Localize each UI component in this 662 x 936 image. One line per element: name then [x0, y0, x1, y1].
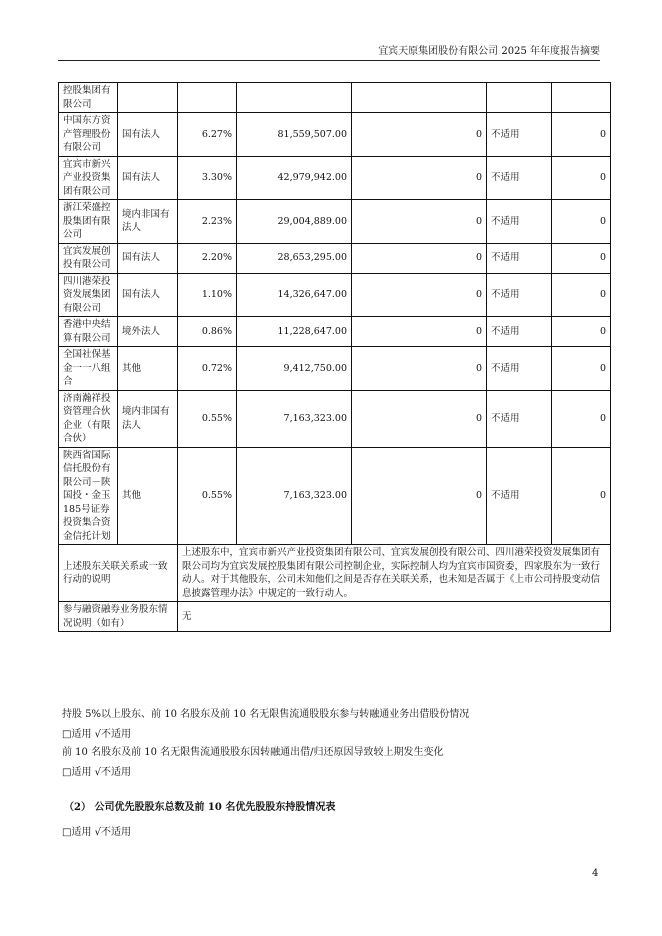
pledge-count: 0 — [552, 317, 611, 347]
pledge-status: 不适用 — [487, 200, 552, 244]
share-count — [237, 83, 352, 113]
pledge-count — [552, 83, 611, 113]
share-count: 9,412,750.00 — [237, 347, 352, 391]
change-choice: □适用 √不适用 — [62, 767, 131, 778]
pledge-count: 0 — [552, 156, 611, 200]
page-number: 4 — [592, 868, 599, 879]
lending-paragraph: 持股 5%以上股东、前 10 名股东及前 10 名无限售流通股股东参与转融通业务出借股份情况 — [62, 709, 470, 720]
holding-percent: 6.27% — [178, 113, 237, 157]
page-header — [58, 44, 600, 61]
section-2-choice: □适用 √不适用 — [62, 827, 131, 838]
share-count: 29,004,889.00 — [237, 200, 352, 244]
relation-text: 上述股东中，宜宾市新兴产业投资集团有限公司、宜宾发展创投有限公司、四川港荣投资发展集团有限公司均为宜宾发展控股集团有限公司控制企业，实际控制人均为宜宾市国资委，四家股东为一致行动人。对于其他股东，公司未知他们之间是否存在关联关系，也未知是否属于《上市公司持股变动信息披露管理办法》中规定的一致行动人。 — [178, 545, 611, 602]
holding-percent: 3.30% — [178, 156, 237, 200]
restricted-shares: 0 — [352, 447, 487, 545]
shareholder-name: 陕西省国际信托股份有限公司－陕国投・金玉185号证券投资集合资金信托计划 — [59, 447, 118, 545]
pledge-status: 不适用 — [487, 156, 552, 200]
table-row — [59, 273, 611, 317]
holding-percent: 2.23% — [178, 200, 237, 244]
share-count: 28,653,295.00 — [237, 243, 352, 273]
pledge-status — [487, 83, 552, 113]
shareholder-name: 控股集团有限公司 — [59, 83, 118, 113]
pledge-status: 不适用 — [487, 113, 552, 157]
table-row — [59, 243, 611, 273]
share-count: 81,559,507.00 — [237, 113, 352, 157]
holding-percent: 2.20% — [178, 243, 237, 273]
pledge-count: 0 — [552, 273, 611, 317]
share-count: 14,326,647.00 — [237, 273, 352, 317]
restricted-shares: 0 — [352, 156, 487, 200]
shareholder-type: 国有法人 — [118, 273, 178, 317]
shareholder-name: 全国社保基金一一八组合 — [59, 347, 118, 391]
holding-percent — [178, 83, 237, 113]
shareholder-type: 国有法人 — [118, 113, 178, 157]
margin-text: 无 — [178, 602, 611, 632]
restricted-shares: 0 — [352, 390, 487, 447]
pledge-status: 不适用 — [487, 347, 552, 391]
shareholder-type: 国有法人 — [118, 156, 178, 200]
section-2-title: （2） 公司优先股股东总数及前 10 名优先股股东持股情况表 — [64, 802, 336, 813]
relation-row — [59, 545, 611, 602]
shareholder-type: 境内非国有法人 — [118, 390, 178, 447]
restricted-shares — [352, 83, 487, 113]
restricted-shares: 0 — [352, 243, 487, 273]
pledge-status: 不适用 — [487, 317, 552, 347]
share-count: 7,163,323.00 — [237, 447, 352, 545]
restricted-shares: 0 — [352, 200, 487, 244]
shareholder-name: 济南瀚祥投资管理合伙企业（有限合伙） — [59, 390, 118, 447]
relation-label: 上述股东关联关系或一致行动的说明 — [59, 545, 178, 602]
pledge-status: 不适用 — [487, 390, 552, 447]
table-row — [59, 447, 611, 545]
shareholder-name: 四川港荣投资发展集团有限公司 — [59, 273, 118, 317]
pledge-status: 不适用 — [487, 447, 552, 545]
pledge-count: 0 — [552, 390, 611, 447]
shareholder-type: 其他 — [118, 447, 178, 545]
pledge-count: 0 — [552, 113, 611, 157]
table-row — [59, 317, 611, 347]
holding-percent: 0.55% — [178, 447, 237, 545]
table-row — [59, 347, 611, 391]
pledge-count: 0 — [552, 200, 611, 244]
holding-percent: 0.55% — [178, 390, 237, 447]
pledge-count: 0 — [552, 243, 611, 273]
margin-row — [59, 602, 611, 632]
table-row — [59, 83, 611, 113]
share-count: 11,228,647.00 — [237, 317, 352, 347]
shareholder-name: 宜宾市新兴产业投资集团有限公司 — [59, 156, 118, 200]
shareholder-type: 境外法人 — [118, 317, 178, 347]
restricted-shares: 0 — [352, 273, 487, 317]
shareholder-name: 宜宾发展创投有限公司 — [59, 243, 118, 273]
pledge-status: 不适用 — [487, 273, 552, 317]
change-paragraph: 前 10 名股东及前 10 名无限售流通股股东因转融通出借/归还原因导致较上期发生变化 — [62, 747, 444, 758]
table-row — [59, 156, 611, 200]
holding-percent: 0.72% — [178, 347, 237, 391]
report-title: 宜宾天原集团股份有限公司 2025 年年度报告摘要 — [378, 46, 600, 57]
shareholder-name: 浙江荣盛控股集团有限公司 — [59, 200, 118, 244]
restricted-shares: 0 — [352, 317, 487, 347]
lending-choice: □适用 √不适用 — [62, 729, 131, 740]
shareholders-table — [58, 82, 611, 632]
shareholder-name: 香港中央结算有限公司 — [59, 317, 118, 347]
shareholder-type: 境内非国有法人 — [118, 200, 178, 244]
pledge-count: 0 — [552, 347, 611, 391]
table-row — [59, 113, 611, 157]
shareholder-type — [118, 83, 178, 113]
restricted-shares: 0 — [352, 347, 487, 391]
table-row — [59, 390, 611, 447]
margin-label: 参与融资融券业务股东情况说明（如有） — [59, 602, 178, 632]
pledge-status: 不适用 — [487, 243, 552, 273]
shareholder-name: 中国东方资产管理股份有限公司 — [59, 113, 118, 157]
share-count: 7,163,323.00 — [237, 390, 352, 447]
holding-percent: 1.10% — [178, 273, 237, 317]
table-row — [59, 200, 611, 244]
holding-percent: 0.86% — [178, 317, 237, 347]
share-count: 42,979,942.00 — [237, 156, 352, 200]
pledge-count: 0 — [552, 447, 611, 545]
shareholder-type: 其他 — [118, 347, 178, 391]
shareholder-type: 国有法人 — [118, 243, 178, 273]
restricted-shares: 0 — [352, 113, 487, 157]
